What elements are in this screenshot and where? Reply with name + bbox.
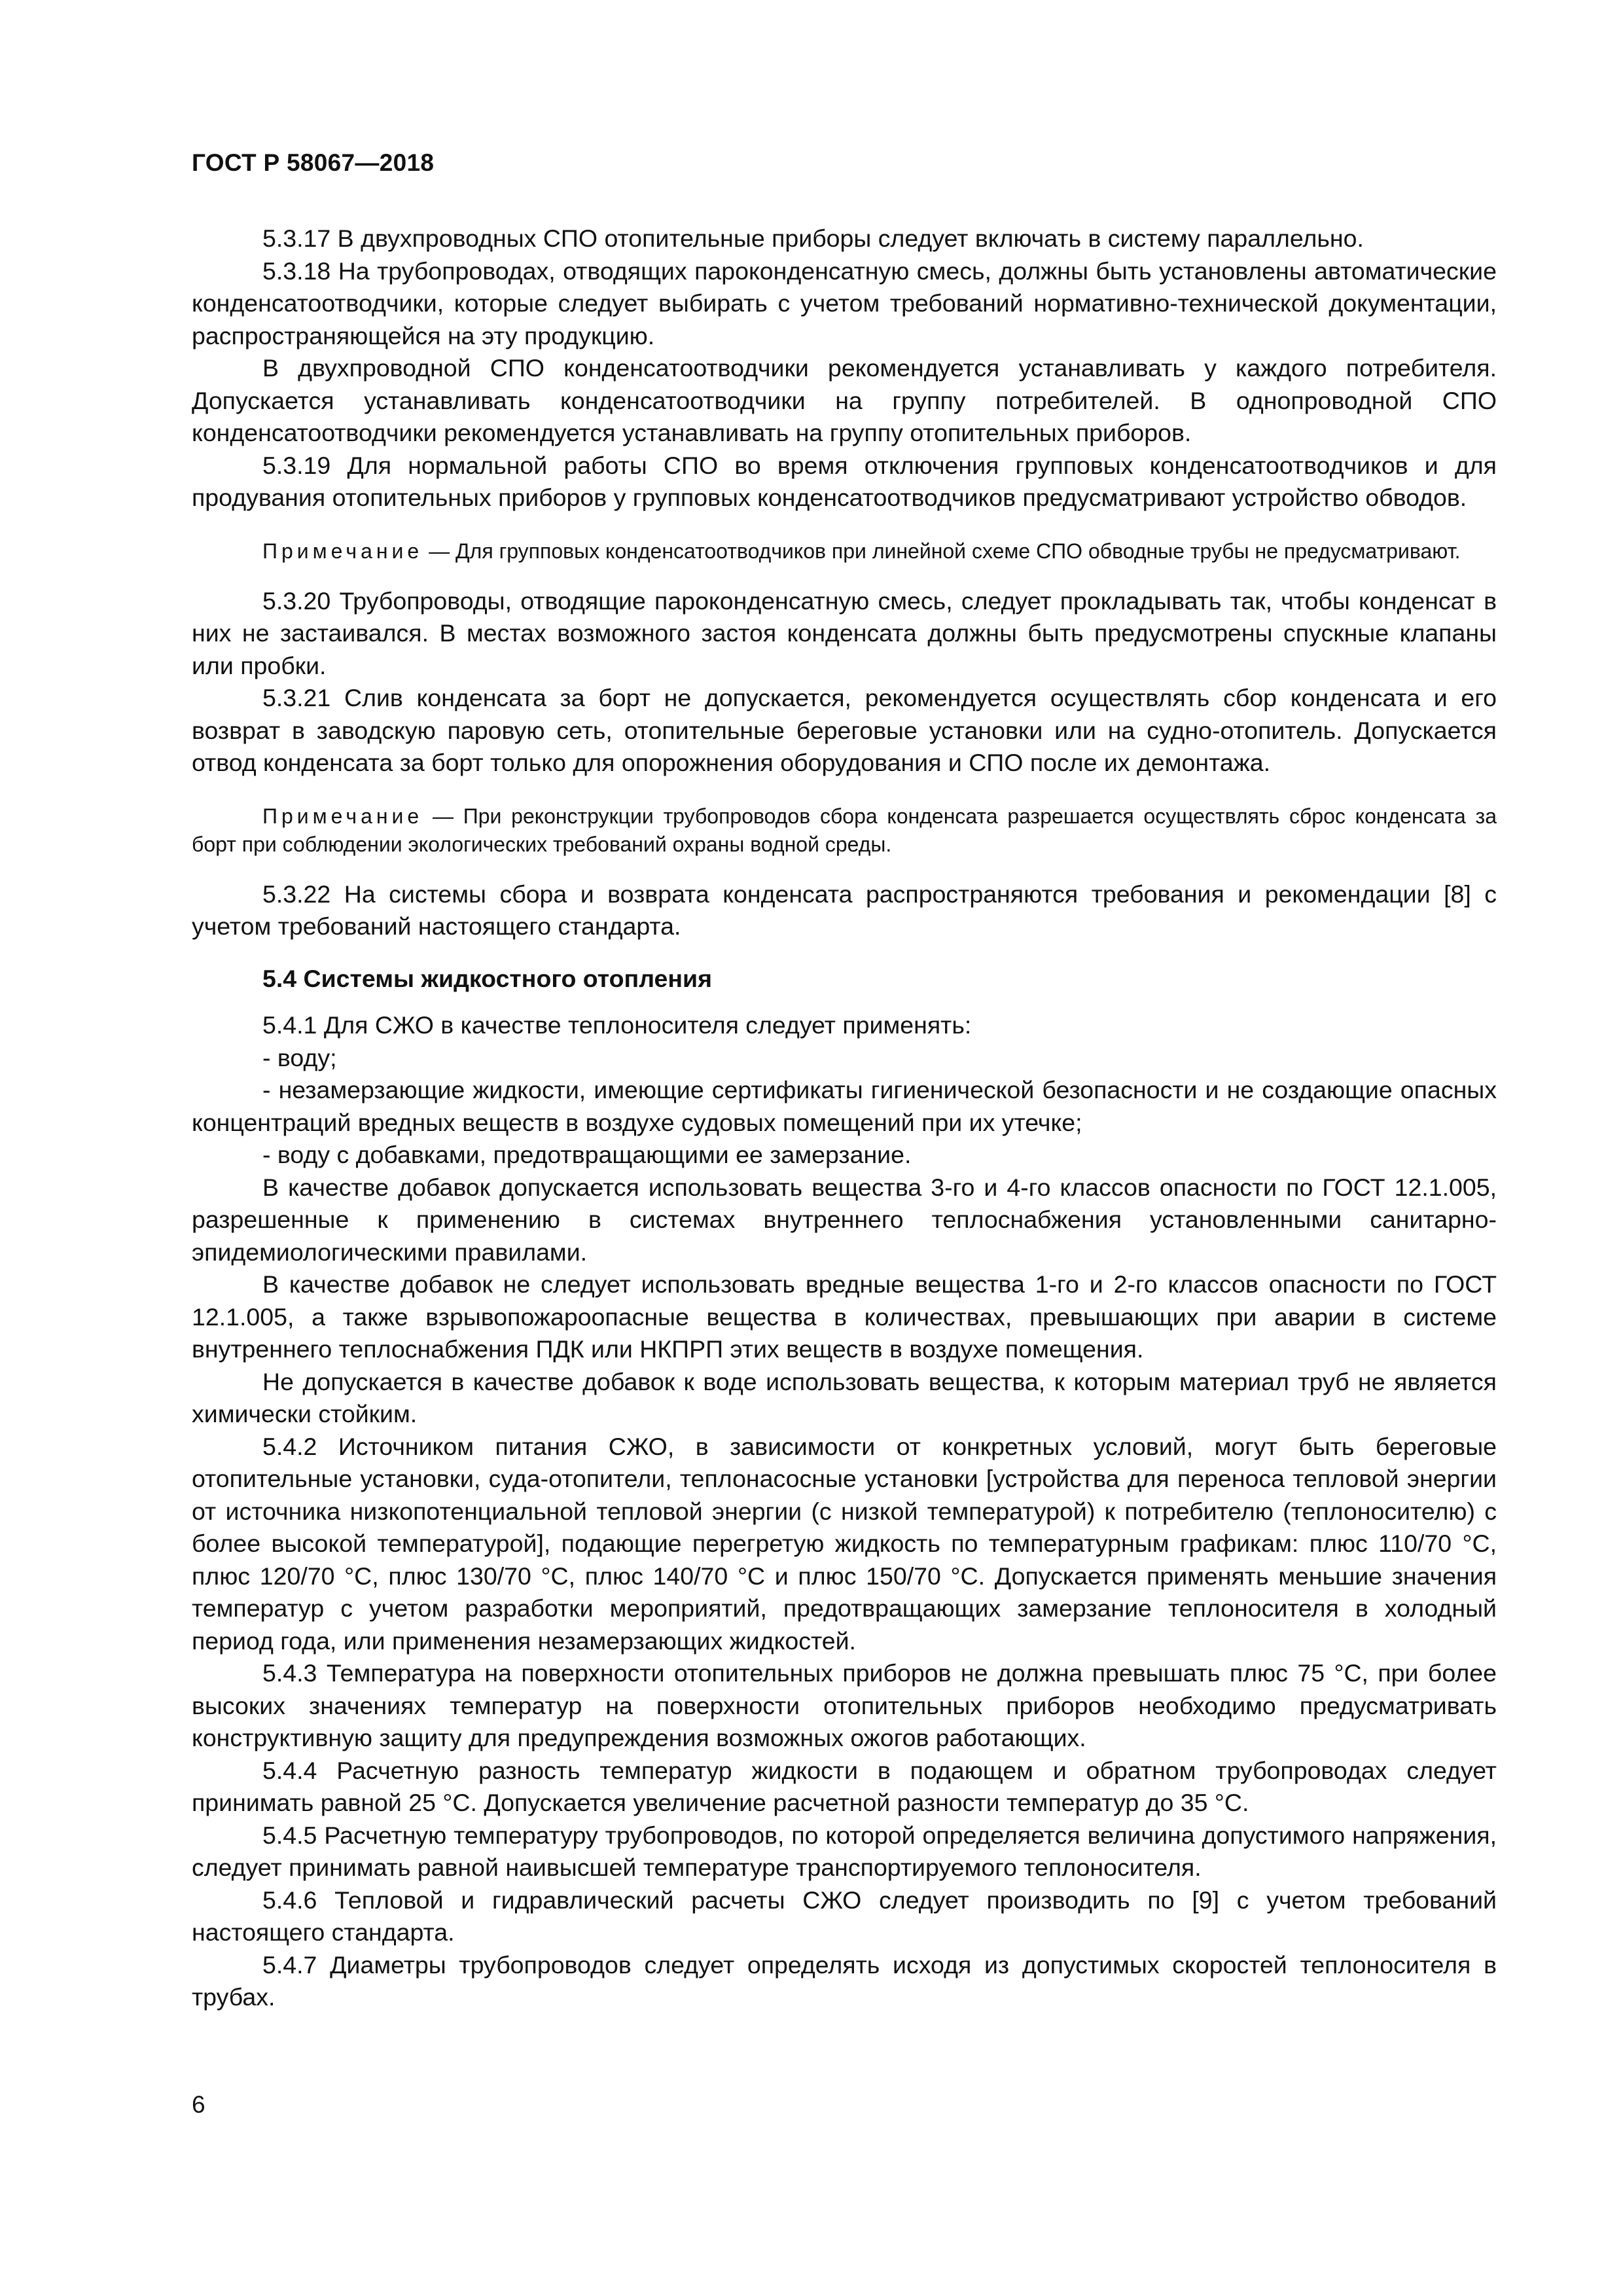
document-header-id: ГОСТ Р 58067—2018	[192, 149, 435, 176]
document-body	[192, 223, 1497, 2014]
clause-5-4-2: 5.4.2 Источником питания СЖО, в зависимости от конкретных условий, могут быть береговые отопительные установки, суда-отопители, теплонасосные установки [устройства для переноса тепловой энергии от источника низкопотенциальной тепловой энергии (с низкой температурой) к потребителю (теплоносителю) с более высокой температурой], подающие перегретую жидкость по температурным графикам: плюс 110/70 °С, плюс 120/70 °С, плюс 130/70 °С, плюс 140/70 °С и плюс 150/70 °С. Допускается применять меньшие значения температур с учетом разработки мероприятий, предотвращающих замерзание теплоносителя в холодный период года, или применения незамерзающих жидкостей.	[192, 1432, 1497, 1655]
clause-5-3-21: 5.3.21 Слив конденсата за борт не допускается, рекомендуется осуществлять сбор конденсата и его возврат в заводскую паровую сеть, отопительные береговые установки или на судно-отопитель. Допускается отвод конденсата за борт только для опорожнения оборудования и СПО после их демонтажа.	[192, 684, 1497, 776]
clause-5-4-1: 5.4.1 Для СЖО в качестве теплоносителя следует применять:	[262, 1011, 972, 1039]
clause-5-3-19: 5.3.19 Для нормальной работы СПО во время отключения групповых конденсатоотводчиков и для продувания отопительных приборов у групповых конденсатоотводчиков предусматривают устройство обводов.	[192, 451, 1497, 511]
clause-5-4-6: 5.4.6 Тепловой и гидравлический расчеты СЖО следует производить по [9] с учетом требований настоящего стандарта.	[192, 1886, 1497, 1946]
list-item: - воду;	[262, 1043, 337, 1071]
note-2-text: — При реконструкции трубопроводов сбора конденсата разрешается осуществлять сброс конденсата за борт при соблюдении экологических требований охраны водной среды.	[192, 804, 1497, 856]
clause-5-4-3: 5.4.3 Температура на поверхности отопительных приборов не должна превышать плюс 75 °С, при более высоких значениях температур на поверхности отопительных приборов необходимо предусматривать конструктивную защиту для предупреждения возможных ожогов работающих.	[192, 1659, 1497, 1751]
clause-5-3-18: 5.3.18 На трубопроводах, отводящих пароконденсатную смесь, должны быть установлены автоматические конденсатоотводчики, которые следует выбирать с учетом требований нормативно-технической документации, распространяющейся на эту продукцию.	[192, 257, 1497, 350]
note-2-label: Примечание	[262, 804, 423, 828]
clause-5-3-20: 5.3.20 Трубопроводы, отводящие пароконденсатную смесь, следует прокладывать так, чтобы конденсат в них не застаивался. В местах возможного застоя конденсата должны быть предусмотрены спускные клапаны или пробки.	[192, 586, 1497, 679]
clause-5-3-22: 5.3.22 На системы сбора и возврата конденсата распространяются требования и рекомендации [8] с учетом требований настоящего стандарта.	[192, 880, 1497, 940]
clause-5-4-5: 5.4.5 Расчетную температуру трубопроводов, по которой определяется величина допустимого напряжения, следует принимать равной наивысшей температуре транспортируемого теплоносителя.	[192, 1821, 1497, 1881]
clause-5-4-1-additives-allowed: В качестве добавок допускается использовать вещества 3-го и 4-го классов опасности по ГОСТ 12.1.005, разрешенные к применению в системах внутреннего теплоснабжения установленными санитарно-эпидемиологическими правилами.	[192, 1173, 1497, 1266]
note-1-text: — Для групповых конденсатоотводчиков при линейной схеме СПО обводные трубы не предусматривают.	[423, 539, 1461, 563]
note-2	[192, 802, 1497, 859]
clause-5-4-4: 5.4.4 Расчетную разность температур жидкости в подающем и обратном трубопроводах следует принимать равной 25 °С. Допускается увеличение расчетной разности температур до 35 °С.	[192, 1756, 1497, 1816]
list-item: - воду с добавками, предотвращающими ее замерзание.	[262, 1141, 912, 1168]
section-heading-5-4: 5.4 Системы жидкостного отопления	[262, 964, 712, 992]
note-1-label: Примечание	[262, 539, 423, 563]
clause-5-4-1-chemical-resistance: Не допускается в качестве добавок к воде использовать вещества, к которым материал труб не является химически стойким.	[192, 1367, 1497, 1427]
list-item: - незамерзающие жидкости, имеющие сертификаты гигиенической безопасности и не создающие опасных концентраций вредных веществ в воздухе судовых помещений при их утечке;	[192, 1076, 1497, 1136]
clause-5-3-18-continued: В двухпроводной СПО конденсатоотводчики рекомендуется устанавливать у каждого потребителя. Допускается устанавливать конденсатоотводчики на группу потребителей. В однопроводной СПО конденсатоотводчики рекомендуется устанавливать на группу отопительных приборов.	[192, 354, 1497, 446]
clause-5-4-7: 5.4.7 Диаметры трубопроводов следует определять исходя из допустимых скоростей теплоносителя в трубах.	[192, 1950, 1497, 2011]
note-1	[192, 537, 1497, 565]
page-number: 6	[192, 2091, 205, 2118]
clause-5-3-17: 5.3.17 В двухпроводных СПО отопительные приборы следует включать в систему параллельно.	[262, 224, 1364, 252]
clause-5-4-1-additives-forbidden: В качестве добавок не следует использовать вредные вещества 1-го и 2-го классов опасности по ГОСТ 12.1.005, а также взрывопожароопасные вещества в количествах, превышающих при аварии в системе внутреннего теплоснабжения ПДК или НКПРП этих веществ в воздухе помещения.	[192, 1270, 1497, 1363]
